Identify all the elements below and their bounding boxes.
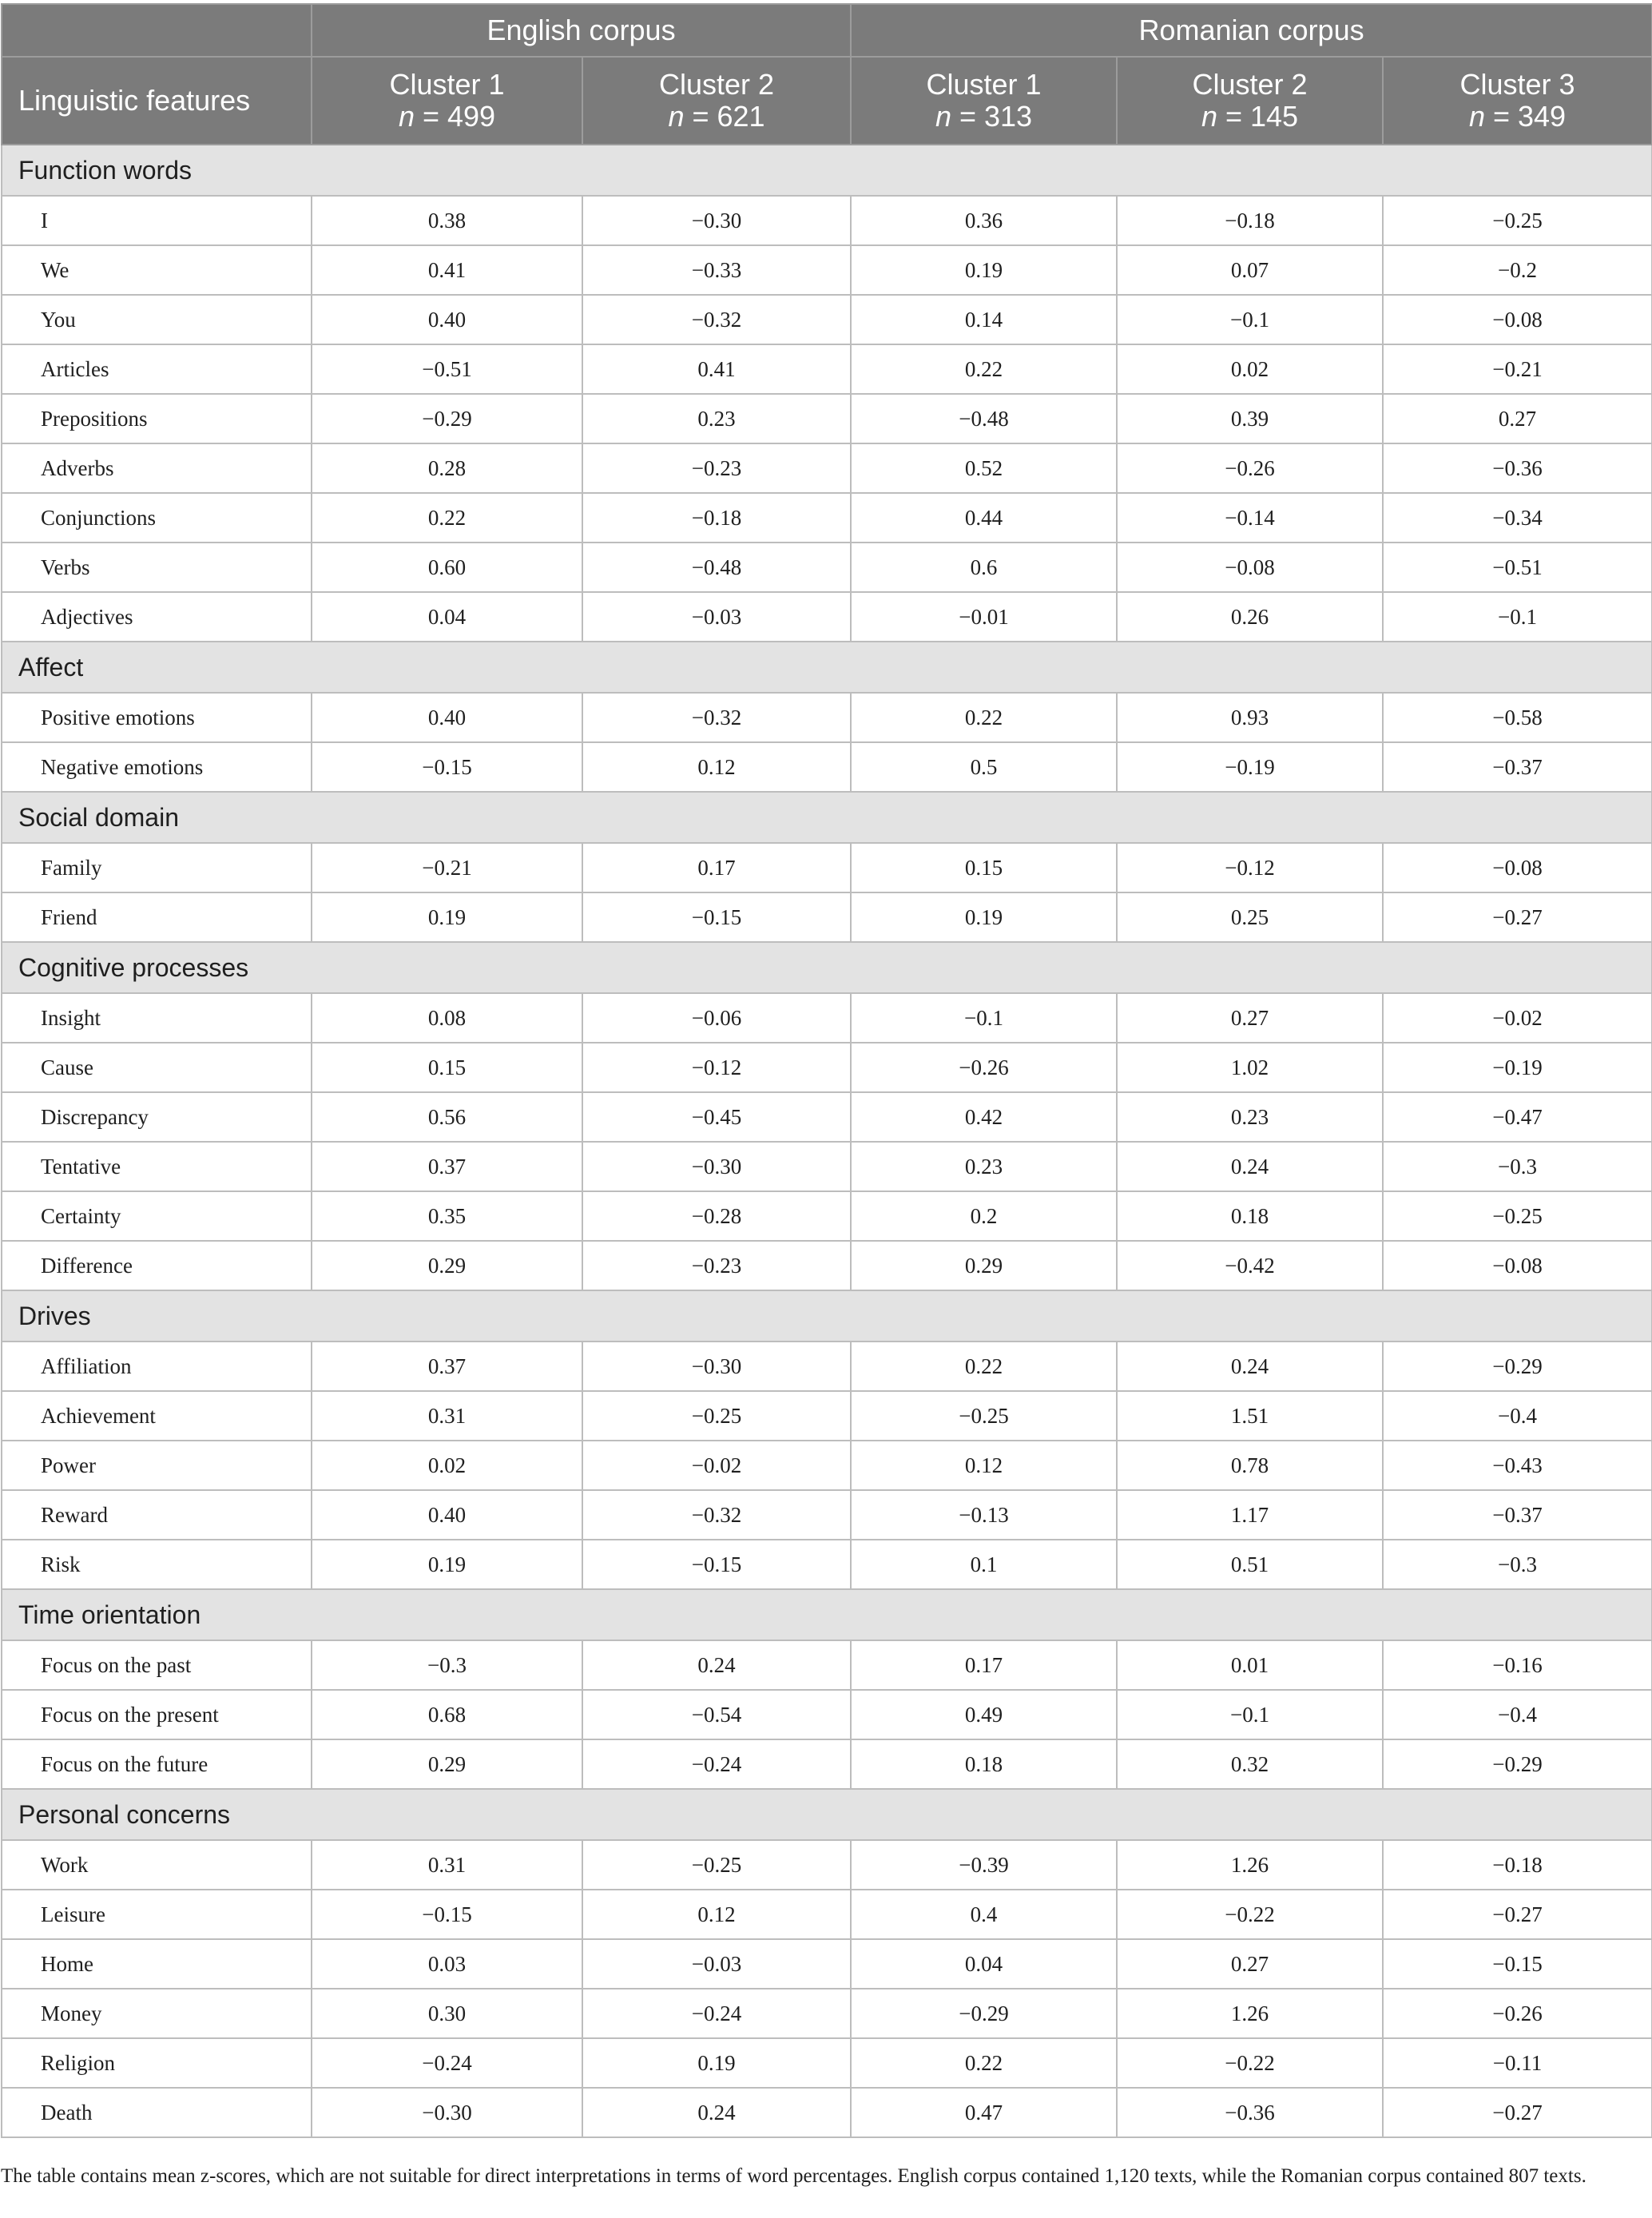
cluster-header-en-1 bbox=[312, 57, 582, 145]
table-row bbox=[2, 592, 1652, 642]
z-score-ro-cluster-2: −0.14 bbox=[1117, 493, 1383, 543]
z-score-ro-cluster-3: −0.19 bbox=[1383, 1043, 1652, 1092]
z-score-ro-cluster-2: 0.23 bbox=[1117, 1092, 1383, 1142]
feature-label: Family bbox=[2, 843, 312, 892]
table-row bbox=[2, 993, 1652, 1043]
z-score-ro-cluster-1: 0.04 bbox=[851, 1939, 1117, 1989]
z-score-ro-cluster-2: 0.01 bbox=[1117, 1640, 1383, 1690]
cluster-label: Cluster 3 bbox=[1459, 68, 1575, 101]
z-score-ro-cluster-2: 0.39 bbox=[1117, 394, 1383, 443]
z-score-ro-cluster-2: −0.08 bbox=[1117, 543, 1383, 592]
z-score-ro-cluster-2: −0.1 bbox=[1117, 295, 1383, 344]
feature-label: Religion bbox=[2, 2038, 312, 2088]
z-score-en-cluster-2: −0.25 bbox=[582, 1840, 851, 1890]
z-score-ro-cluster-2: 1.26 bbox=[1117, 1989, 1383, 2038]
z-score-ro-cluster-2: 0.18 bbox=[1117, 1191, 1383, 1241]
z-score-en-cluster-2: 0.17 bbox=[582, 843, 851, 892]
z-score-ro-cluster-1: −0.29 bbox=[851, 1989, 1117, 2038]
z-score-en-cluster-2: −0.03 bbox=[582, 1939, 851, 1989]
category-title: Personal concerns bbox=[2, 1789, 1652, 1840]
z-score-ro-cluster-1: 0.5 bbox=[851, 742, 1117, 792]
z-score-ro-cluster-3: −0.08 bbox=[1383, 843, 1652, 892]
z-score-ro-cluster-1: 0.22 bbox=[851, 2038, 1117, 2088]
z-score-ro-cluster-2: −0.18 bbox=[1117, 196, 1383, 245]
z-score-ro-cluster-1: 0.18 bbox=[851, 1739, 1117, 1789]
z-score-ro-cluster-2: −0.12 bbox=[1117, 843, 1383, 892]
z-score-en-cluster-2: −0.03 bbox=[582, 592, 851, 642]
z-score-en-cluster-1: 0.56 bbox=[312, 1092, 582, 1142]
z-score-en-cluster-1: −0.15 bbox=[312, 742, 582, 792]
z-score-en-cluster-2: −0.06 bbox=[582, 993, 851, 1043]
n-value: = 621 bbox=[684, 100, 765, 133]
z-score-en-cluster-1: −0.3 bbox=[312, 1640, 582, 1690]
feature-label: Difference bbox=[2, 1241, 312, 1290]
n-value: = 349 bbox=[1484, 100, 1567, 133]
table-row bbox=[2, 295, 1652, 344]
feature-label: Leisure bbox=[2, 1890, 312, 1939]
z-score-ro-cluster-2: 0.25 bbox=[1117, 892, 1383, 942]
z-score-en-cluster-1: 0.40 bbox=[312, 295, 582, 344]
z-score-en-cluster-2: −0.15 bbox=[582, 892, 851, 942]
z-score-en-cluster-1: 0.60 bbox=[312, 543, 582, 592]
z-score-en-cluster-2: −0.54 bbox=[582, 1690, 851, 1739]
z-score-ro-cluster-1: 0.1 bbox=[851, 1540, 1117, 1589]
feature-label: I bbox=[2, 196, 312, 245]
feature-label: Focus on the past bbox=[2, 1640, 312, 1690]
z-score-ro-cluster-3: −0.27 bbox=[1383, 892, 1652, 942]
z-score-en-cluster-2: −0.32 bbox=[582, 295, 851, 344]
z-score-en-cluster-1: 0.29 bbox=[312, 1241, 582, 1290]
z-score-en-cluster-2: −0.32 bbox=[582, 693, 851, 742]
z-score-ro-cluster-1: 0.4 bbox=[851, 1890, 1117, 1939]
table-row bbox=[2, 1739, 1652, 1789]
cluster-label: Cluster 1 bbox=[926, 68, 1042, 101]
feature-label: Power bbox=[2, 1441, 312, 1490]
z-score-ro-cluster-3: −0.08 bbox=[1383, 1241, 1652, 1290]
z-score-ro-cluster-3: −0.3 bbox=[1383, 1540, 1652, 1589]
table-row bbox=[2, 543, 1652, 592]
feature-label: Cause bbox=[2, 1043, 312, 1092]
z-score-ro-cluster-2: 1.02 bbox=[1117, 1043, 1383, 1092]
z-score-ro-cluster-2: 0.07 bbox=[1117, 245, 1383, 295]
z-score-ro-cluster-3: −0.1 bbox=[1383, 592, 1652, 642]
n-symbol: n bbox=[398, 100, 415, 133]
feature-label: Tentative bbox=[2, 1142, 312, 1191]
z-score-en-cluster-2: −0.02 bbox=[582, 1441, 851, 1490]
category-row bbox=[2, 792, 1652, 843]
feature-label: Death bbox=[2, 2088, 312, 2137]
feature-label: Money bbox=[2, 1989, 312, 2038]
z-score-ro-cluster-3: −0.4 bbox=[1383, 1690, 1652, 1739]
n-value: = 145 bbox=[1217, 100, 1299, 133]
z-score-en-cluster-1: 0.31 bbox=[312, 1391, 582, 1441]
z-score-ro-cluster-1: −0.1 bbox=[851, 993, 1117, 1043]
z-score-en-cluster-1: −0.24 bbox=[312, 2038, 582, 2088]
z-score-ro-cluster-2: 0.26 bbox=[1117, 592, 1383, 642]
z-score-en-cluster-2: −0.33 bbox=[582, 245, 851, 295]
z-score-ro-cluster-1: −0.39 bbox=[851, 1840, 1117, 1890]
z-score-ro-cluster-3: −0.58 bbox=[1383, 693, 1652, 742]
feature-label: Focus on the future bbox=[2, 1739, 312, 1789]
feature-label: Discrepancy bbox=[2, 1092, 312, 1142]
table-row bbox=[2, 1840, 1652, 1890]
z-score-table bbox=[1, 3, 1652, 2138]
z-score-ro-cluster-2: 0.32 bbox=[1117, 1739, 1383, 1789]
linguistic-features-header: Linguistic features bbox=[2, 57, 312, 145]
z-score-ro-cluster-3: −0.4 bbox=[1383, 1391, 1652, 1441]
z-score-ro-cluster-3: −0.29 bbox=[1383, 1342, 1652, 1391]
z-score-ro-cluster-2: 0.51 bbox=[1117, 1540, 1383, 1589]
z-score-ro-cluster-3: −0.08 bbox=[1383, 295, 1652, 344]
z-score-en-cluster-2: −0.30 bbox=[582, 1142, 851, 1191]
category-row bbox=[2, 1789, 1652, 1840]
z-score-ro-cluster-3: −0.51 bbox=[1383, 543, 1652, 592]
table-body bbox=[2, 145, 1652, 2137]
z-score-ro-cluster-2: 0.24 bbox=[1117, 1342, 1383, 1391]
n-symbol: n bbox=[935, 100, 951, 133]
z-score-ro-cluster-3: −0.21 bbox=[1383, 344, 1652, 394]
z-score-ro-cluster-2: −0.19 bbox=[1117, 742, 1383, 792]
z-score-en-cluster-1: 0.37 bbox=[312, 1342, 582, 1391]
feature-label: Prepositions bbox=[2, 394, 312, 443]
cluster-header-en-2 bbox=[582, 57, 851, 145]
z-score-ro-cluster-1: 0.42 bbox=[851, 1092, 1117, 1142]
z-score-ro-cluster-2: −0.42 bbox=[1117, 1241, 1383, 1290]
n-symbol: n bbox=[1468, 100, 1485, 133]
table-row bbox=[2, 693, 1652, 742]
z-score-ro-cluster-1: −0.01 bbox=[851, 592, 1117, 642]
table-row bbox=[2, 1890, 1652, 1939]
category-title: Affect bbox=[2, 642, 1652, 693]
z-score-ro-cluster-2: −0.36 bbox=[1117, 2088, 1383, 2137]
z-score-ro-cluster-1: 0.15 bbox=[851, 843, 1117, 892]
z-score-ro-cluster-3: −0.47 bbox=[1383, 1092, 1652, 1142]
z-score-en-cluster-2: 0.23 bbox=[582, 394, 851, 443]
table-header bbox=[2, 4, 1652, 145]
z-score-en-cluster-2: 0.24 bbox=[582, 1640, 851, 1690]
feature-label: Articles bbox=[2, 344, 312, 394]
feature-label: You bbox=[2, 295, 312, 344]
feature-label: Home bbox=[2, 1939, 312, 1989]
z-score-ro-cluster-2: 1.26 bbox=[1117, 1840, 1383, 1890]
n-symbol: n bbox=[668, 100, 685, 133]
header-spacer bbox=[2, 4, 312, 57]
feature-label: Adjectives bbox=[2, 592, 312, 642]
z-score-en-cluster-2: −0.45 bbox=[582, 1092, 851, 1142]
z-score-en-cluster-2: −0.32 bbox=[582, 1490, 851, 1540]
table-row bbox=[2, 1241, 1652, 1290]
category-title: Drives bbox=[2, 1290, 1652, 1342]
table-row bbox=[2, 196, 1652, 245]
table-row bbox=[2, 742, 1652, 792]
z-score-en-cluster-1: 0.19 bbox=[312, 892, 582, 942]
z-score-en-cluster-2: −0.24 bbox=[582, 1989, 851, 2038]
cluster-label: Cluster 2 bbox=[1192, 68, 1308, 101]
feature-label: Reward bbox=[2, 1490, 312, 1540]
z-score-ro-cluster-1: −0.26 bbox=[851, 1043, 1117, 1092]
z-score-ro-cluster-1: 0.52 bbox=[851, 443, 1117, 493]
z-score-en-cluster-1: −0.30 bbox=[312, 2088, 582, 2137]
table-row bbox=[2, 1142, 1652, 1191]
table-row bbox=[2, 1690, 1652, 1739]
z-score-ro-cluster-3: −0.26 bbox=[1383, 1989, 1652, 2038]
romanian-corpus-header: Romanian corpus bbox=[851, 4, 1652, 57]
z-score-ro-cluster-3: −0.16 bbox=[1383, 1640, 1652, 1690]
category-title: Cognitive processes bbox=[2, 942, 1652, 993]
z-score-ro-cluster-2: 0.27 bbox=[1117, 993, 1383, 1043]
table-row bbox=[2, 843, 1652, 892]
z-score-en-cluster-1: 0.08 bbox=[312, 993, 582, 1043]
z-score-ro-cluster-3: −0.43 bbox=[1383, 1441, 1652, 1490]
z-score-ro-cluster-3: 0.27 bbox=[1383, 394, 1652, 443]
table-row bbox=[2, 2038, 1652, 2088]
z-score-ro-cluster-1: 0.19 bbox=[851, 892, 1117, 942]
feature-label: Achievement bbox=[2, 1391, 312, 1441]
z-score-en-cluster-1: 0.03 bbox=[312, 1939, 582, 1989]
z-score-en-cluster-1: 0.35 bbox=[312, 1191, 582, 1241]
z-score-ro-cluster-3: −0.34 bbox=[1383, 493, 1652, 543]
cluster-label: Cluster 1 bbox=[389, 68, 505, 101]
z-score-ro-cluster-1: 0.17 bbox=[851, 1640, 1117, 1690]
z-score-ro-cluster-2: 0.02 bbox=[1117, 344, 1383, 394]
feature-label: Certainty bbox=[2, 1191, 312, 1241]
z-score-ro-cluster-2: 0.27 bbox=[1117, 1939, 1383, 1989]
z-score-ro-cluster-1: 0.19 bbox=[851, 245, 1117, 295]
z-score-ro-cluster-2: −0.22 bbox=[1117, 2038, 1383, 2088]
feature-label: Conjunctions bbox=[2, 493, 312, 543]
z-score-ro-cluster-1: 0.14 bbox=[851, 295, 1117, 344]
z-score-en-cluster-2: −0.28 bbox=[582, 1191, 851, 1241]
z-score-en-cluster-1: 0.40 bbox=[312, 1490, 582, 1540]
cluster-header-ro-3 bbox=[1383, 57, 1652, 145]
z-score-en-cluster-1: 0.40 bbox=[312, 693, 582, 742]
table-row bbox=[2, 1092, 1652, 1142]
z-score-ro-cluster-3: −0.15 bbox=[1383, 1939, 1652, 1989]
z-score-ro-cluster-1: −0.48 bbox=[851, 394, 1117, 443]
table-row bbox=[2, 1939, 1652, 1989]
z-score-en-cluster-1: −0.21 bbox=[312, 843, 582, 892]
z-score-en-cluster-2: −0.25 bbox=[582, 1391, 851, 1441]
z-score-ro-cluster-1: 0.6 bbox=[851, 543, 1117, 592]
z-score-en-cluster-1: 0.29 bbox=[312, 1739, 582, 1789]
z-score-ro-cluster-2: −0.22 bbox=[1117, 1890, 1383, 1939]
feature-label: Positive emotions bbox=[2, 693, 312, 742]
z-score-en-cluster-1: 0.37 bbox=[312, 1142, 582, 1191]
category-row bbox=[2, 942, 1652, 993]
feature-label: Focus on the present bbox=[2, 1690, 312, 1739]
table-row bbox=[2, 1989, 1652, 2038]
z-score-en-cluster-2: −0.48 bbox=[582, 543, 851, 592]
z-score-en-cluster-1: 0.28 bbox=[312, 443, 582, 493]
z-score-en-cluster-2: 0.19 bbox=[582, 2038, 851, 2088]
table-row bbox=[2, 1540, 1652, 1589]
z-score-ro-cluster-3: −0.37 bbox=[1383, 1490, 1652, 1540]
z-score-ro-cluster-1: 0.22 bbox=[851, 693, 1117, 742]
n-symbol: n bbox=[1201, 100, 1217, 133]
z-score-en-cluster-1: 0.41 bbox=[312, 245, 582, 295]
feature-label: Verbs bbox=[2, 543, 312, 592]
n-value: = 499 bbox=[414, 100, 496, 133]
z-score-ro-cluster-1: −0.13 bbox=[851, 1490, 1117, 1540]
z-score-ro-cluster-3: −0.02 bbox=[1383, 993, 1652, 1043]
z-score-en-cluster-1: 0.02 bbox=[312, 1441, 582, 1490]
z-score-ro-cluster-3: −0.25 bbox=[1383, 1191, 1652, 1241]
category-title: Function words bbox=[2, 145, 1652, 196]
feature-label: Work bbox=[2, 1840, 312, 1890]
z-score-en-cluster-1: 0.19 bbox=[312, 1540, 582, 1589]
feature-label: Affiliation bbox=[2, 1342, 312, 1391]
n-value: = 313 bbox=[951, 100, 1033, 133]
z-score-ro-cluster-2: 0.24 bbox=[1117, 1142, 1383, 1191]
table-row bbox=[2, 892, 1652, 942]
z-score-ro-cluster-2: −0.26 bbox=[1117, 443, 1383, 493]
z-score-ro-cluster-1: 0.47 bbox=[851, 2088, 1117, 2137]
z-score-en-cluster-2: −0.18 bbox=[582, 493, 851, 543]
z-score-en-cluster-2: −0.30 bbox=[582, 196, 851, 245]
z-score-en-cluster-2: 0.24 bbox=[582, 2088, 851, 2137]
z-score-ro-cluster-1: 0.49 bbox=[851, 1690, 1117, 1739]
table-row bbox=[2, 1640, 1652, 1690]
z-score-en-cluster-1: 0.68 bbox=[312, 1690, 582, 1739]
z-score-ro-cluster-3: −0.18 bbox=[1383, 1840, 1652, 1890]
z-score-ro-cluster-3: −0.36 bbox=[1383, 443, 1652, 493]
z-score-en-cluster-1: 0.15 bbox=[312, 1043, 582, 1092]
category-row bbox=[2, 1290, 1652, 1342]
table-footnote: The table contains mean z-scores, which are not suitable for direct interpretations in terms of word percentages. English corpus contained 1,120 texts, while the Romanian corpus contained 807 texts. bbox=[1, 2165, 1586, 2187]
table-row bbox=[2, 443, 1652, 493]
z-score-ro-cluster-1: 0.22 bbox=[851, 344, 1117, 394]
z-score-ro-cluster-1: 0.44 bbox=[851, 493, 1117, 543]
z-score-en-cluster-1: 0.31 bbox=[312, 1840, 582, 1890]
cluster-label: Cluster 2 bbox=[658, 68, 775, 101]
z-score-en-cluster-1: −0.15 bbox=[312, 1890, 582, 1939]
table-row bbox=[2, 493, 1652, 543]
z-score-en-cluster-1: −0.29 bbox=[312, 394, 582, 443]
z-score-en-cluster-1: 0.30 bbox=[312, 1989, 582, 2038]
z-score-en-cluster-1: −0.51 bbox=[312, 344, 582, 394]
z-score-ro-cluster-2: 1.51 bbox=[1117, 1391, 1383, 1441]
z-score-en-cluster-1: 0.22 bbox=[312, 493, 582, 543]
table-row bbox=[2, 245, 1652, 295]
cluster-header-ro-2 bbox=[1117, 57, 1383, 145]
feature-label: Insight bbox=[2, 993, 312, 1043]
category-title: Social domain bbox=[2, 792, 1652, 843]
table-row bbox=[2, 394, 1652, 443]
z-score-ro-cluster-3: −0.11 bbox=[1383, 2038, 1652, 2088]
z-score-en-cluster-2: −0.24 bbox=[582, 1739, 851, 1789]
z-score-ro-cluster-3: −0.27 bbox=[1383, 2088, 1652, 2137]
z-score-ro-cluster-1: 0.23 bbox=[851, 1142, 1117, 1191]
z-score-ro-cluster-1: 0.29 bbox=[851, 1241, 1117, 1290]
category-row bbox=[2, 1589, 1652, 1640]
z-score-ro-cluster-2: 1.17 bbox=[1117, 1490, 1383, 1540]
category-title: Time orientation bbox=[2, 1589, 1652, 1640]
z-score-en-cluster-2: 0.12 bbox=[582, 1890, 851, 1939]
z-score-en-cluster-2: −0.12 bbox=[582, 1043, 851, 1092]
table-row bbox=[2, 344, 1652, 394]
z-score-ro-cluster-3: −0.2 bbox=[1383, 245, 1652, 295]
z-score-en-cluster-2: −0.23 bbox=[582, 1241, 851, 1290]
table-row bbox=[2, 1191, 1652, 1241]
feature-label: Negative emotions bbox=[2, 742, 312, 792]
z-score-ro-cluster-2: 0.93 bbox=[1117, 693, 1383, 742]
table-row bbox=[2, 1391, 1652, 1441]
z-score-en-cluster-1: 0.38 bbox=[312, 196, 582, 245]
z-score-ro-cluster-1: 0.2 bbox=[851, 1191, 1117, 1241]
feature-label: Risk bbox=[2, 1540, 312, 1589]
table-row bbox=[2, 1043, 1652, 1092]
z-score-ro-cluster-1: 0.12 bbox=[851, 1441, 1117, 1490]
z-score-ro-cluster-1: −0.25 bbox=[851, 1391, 1117, 1441]
z-score-en-cluster-1: 0.04 bbox=[312, 592, 582, 642]
z-score-ro-cluster-3: −0.25 bbox=[1383, 196, 1652, 245]
z-score-en-cluster-2: −0.23 bbox=[582, 443, 851, 493]
table-row bbox=[2, 2088, 1652, 2137]
corpus-header-row bbox=[2, 4, 1652, 57]
category-row bbox=[2, 145, 1652, 196]
table-row bbox=[2, 1342, 1652, 1391]
cluster-header-row bbox=[2, 57, 1652, 145]
z-score-ro-cluster-1: 0.22 bbox=[851, 1342, 1117, 1391]
cluster-header-ro-1 bbox=[851, 57, 1117, 145]
z-score-ro-cluster-3: −0.37 bbox=[1383, 742, 1652, 792]
z-score-en-cluster-2: 0.41 bbox=[582, 344, 851, 394]
english-corpus-header: English corpus bbox=[312, 4, 851, 57]
feature-label: Adverbs bbox=[2, 443, 312, 493]
table-row bbox=[2, 1490, 1652, 1540]
category-row bbox=[2, 642, 1652, 693]
z-score-ro-cluster-2: −0.1 bbox=[1117, 1690, 1383, 1739]
z-score-ro-cluster-3: −0.29 bbox=[1383, 1739, 1652, 1789]
feature-label: We bbox=[2, 245, 312, 295]
z-score-en-cluster-2: −0.30 bbox=[582, 1342, 851, 1391]
table-row bbox=[2, 1441, 1652, 1490]
z-score-ro-cluster-3: −0.27 bbox=[1383, 1890, 1652, 1939]
feature-label: Friend bbox=[2, 892, 312, 942]
z-score-ro-cluster-3: −0.3 bbox=[1383, 1142, 1652, 1191]
z-score-ro-cluster-2: 0.78 bbox=[1117, 1441, 1383, 1490]
z-score-en-cluster-2: 0.12 bbox=[582, 742, 851, 792]
z-score-ro-cluster-1: 0.36 bbox=[851, 196, 1117, 245]
z-score-en-cluster-2: −0.15 bbox=[582, 1540, 851, 1589]
